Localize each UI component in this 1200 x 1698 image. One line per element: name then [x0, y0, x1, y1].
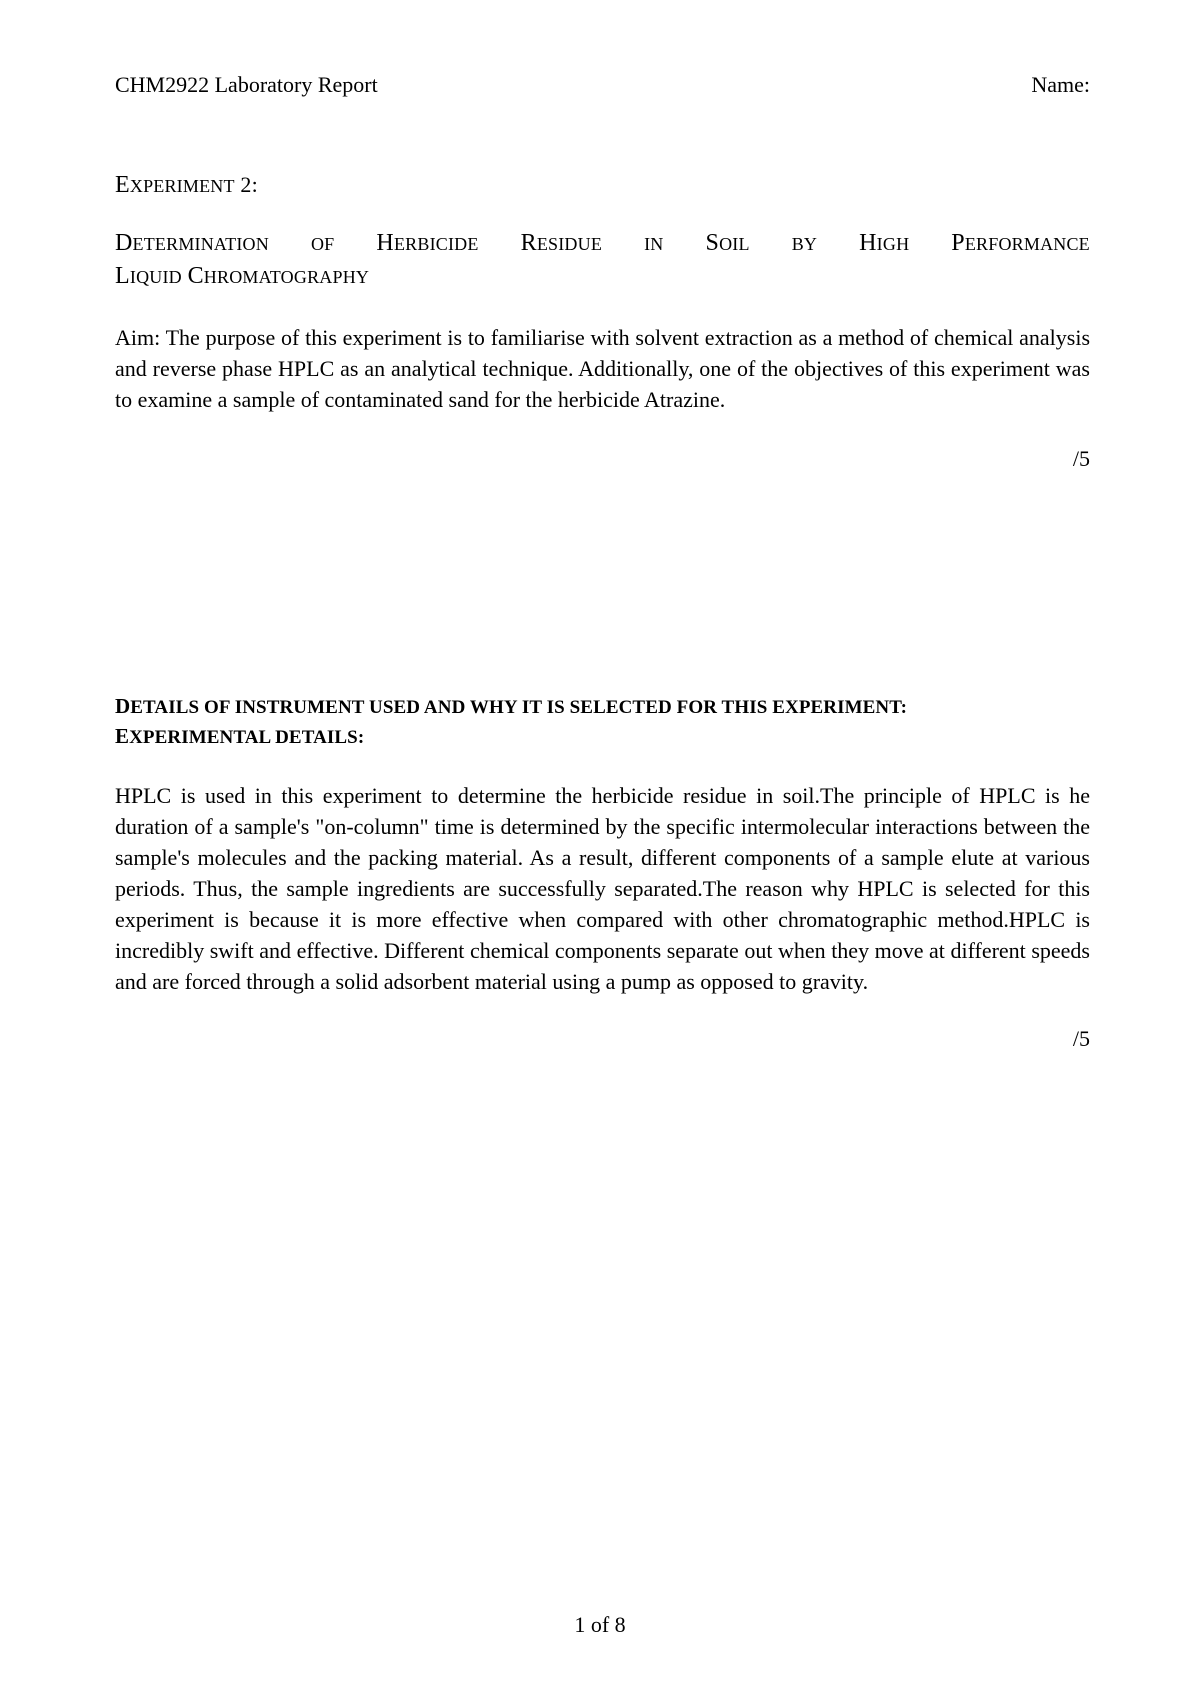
experiment-title-number: 2: [234, 172, 258, 197]
experimental-details-heading: EXPERIMENTAL DETAILS: [115, 724, 365, 748]
details-score: /5 [1072, 1026, 1090, 1051]
subtitle-word: CHROMATOGRAPHY [187, 263, 370, 289]
experiment-subtitle [115, 227, 1090, 293]
name-label: Name: [1031, 72, 1090, 97]
subtitle-word: PERFORMANCE [951, 230, 1090, 256]
subtitle-word: OF [310, 234, 335, 254]
details-paragraph: HPLC is used in this experiment to determine the herbicide residue in soil.The principle of HPLC is he duration of a sample's "on-column" time is determined by the specific intermolecular interactions between the sample's molecules and the packing material. As a result, different components of a sample elute at various periods. Thus, the sample ingredients are successfully separated.The reason why HPLC is selected for this experiment is because it is more effective when compared with other chromatographic method.HPLC is incredibly swift and effective. Different chemical components separate out when they move at different speeds and are forced through a solid adsorbent material using a pump as opposed to gravity. [115, 783, 1090, 994]
subtitle-word: IN [644, 234, 664, 254]
aim-score: /5 [1072, 446, 1090, 471]
experiment-title [115, 172, 1090, 199]
experiment-subtitle-line1 [115, 227, 1090, 260]
course-report-label: CHM2922 Laboratory Report [115, 72, 378, 97]
subtitle-word: BY [791, 234, 818, 254]
page-header [115, 72, 1090, 104]
experiment-title-initial: E [115, 172, 130, 198]
subtitle-word: DETERMINATION [115, 230, 269, 256]
subtitle-word: HIGH [859, 230, 910, 256]
instrument-details-heading: DETAILS OF INSTRUMENT USED AND WHY IT IS SELECTED FOR THIS EXPERIMENT: [115, 694, 908, 718]
subtitle-word: SOIL [705, 230, 750, 256]
experiment-title-rest: XPERIMENT [129, 176, 235, 196]
subtitle-word: LIQUID [115, 263, 182, 289]
experiment-subtitle-line2 [115, 260, 1090, 293]
subtitle-word: HERBICIDE [376, 230, 479, 256]
aim-paragraph: Aim: The purpose of this experiment is to familiarise with solvent extraction as a method of chemical analysis and reverse phase HPLC as an analytical technique. Additionally, one of the objectives of this experiment was to examine a sample of contaminated sand for the herbicide Atrazine. [115, 325, 1090, 412]
page-number: 1 of 8 [574, 1612, 626, 1637]
subtitle-word: RESIDUE [520, 230, 603, 256]
